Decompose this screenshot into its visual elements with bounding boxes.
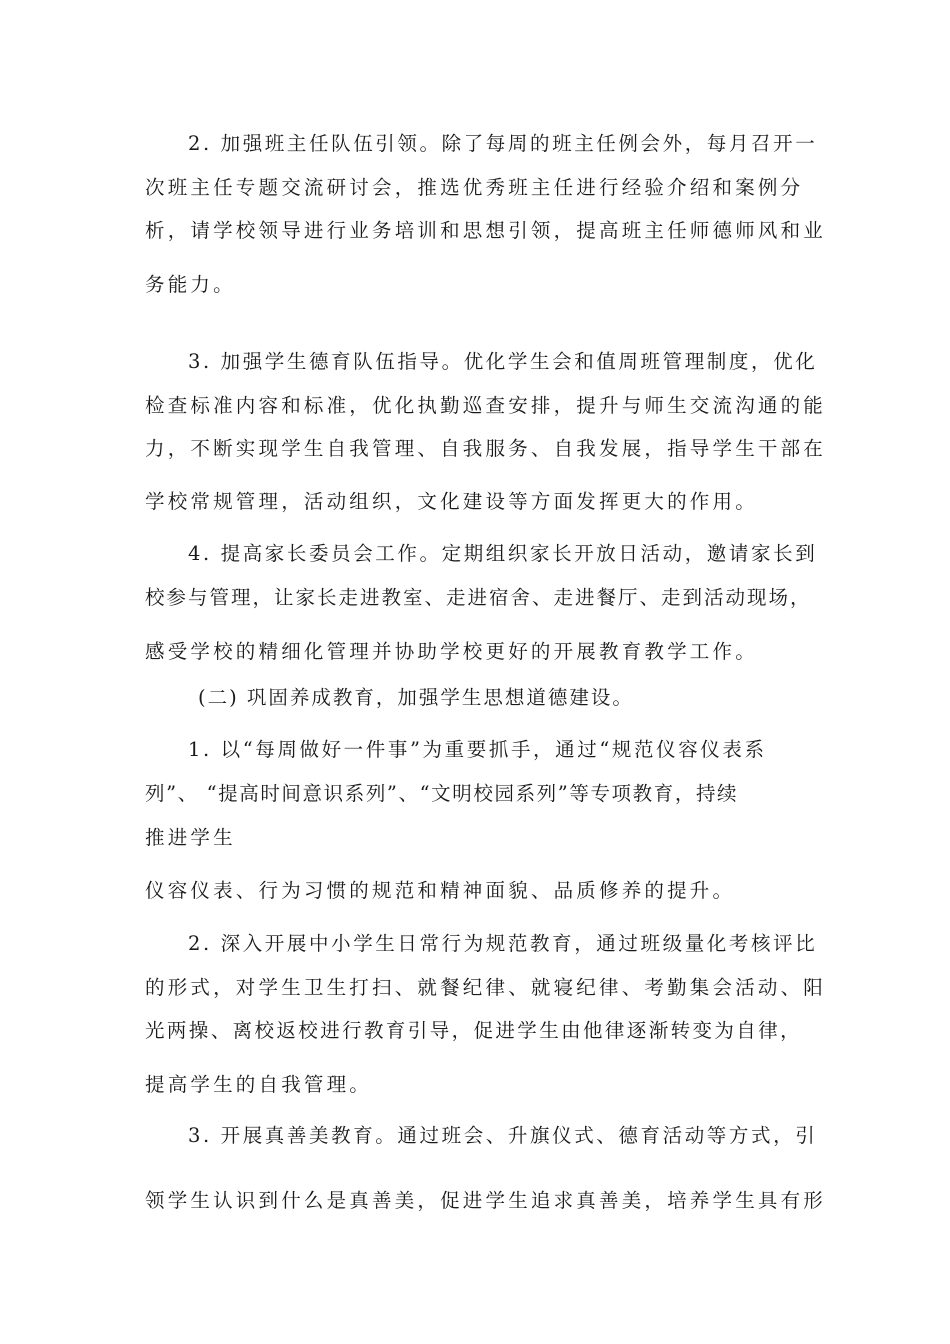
paragraph-2-line-1: 2. 加强班主任队伍引领。除了每周的班主任例会外，每月召开一 xyxy=(188,132,818,155)
item-2-line-2: 的形式，对学生卫生打扫、就餐纪律、就寝纪律、考勤集会活动、阳 xyxy=(145,976,827,999)
item-1-line-2: 列”、 “提高时间意识系列”、“文明校园系列”等专项教育，持续 xyxy=(145,782,739,805)
item-1-line-4: 仪容仪表、行为习惯的规范和精神面貌、品质修养的提升。 xyxy=(145,879,736,902)
paragraph-3-line-1: 3. 加强学生德育队伍指导。优化学生会和值周班管理制度，优化 xyxy=(188,350,818,373)
paragraph-3-line-2: 检查标准内容和标准，优化执勤巡查安排，提升与师生交流沟通的能 xyxy=(145,394,827,417)
item-3-line-2: 领学生认识到什么是真善美，促进学生追求真善美，培养学生具有形 xyxy=(145,1189,827,1212)
item-2-line-4: 提高学生的自我管理。 xyxy=(145,1073,373,1096)
item-2-line-3: 光两操、离校返校进行教育引导，促进学生由他律逐渐转变为自律， xyxy=(145,1019,803,1042)
paragraph-2-line-3: 析，请学校领导进行业务培训和思想引领，提高班主任师德师风和业 xyxy=(145,219,827,242)
item-1-line-1: 1. 以“每周做好一件事”为重要抓手，通过“规范仪容仪表系 xyxy=(188,738,767,761)
paragraph-3-line-3: 力，不断实现学生自我管理、自我服务、自我发展，指导学生干部在 xyxy=(145,437,827,460)
item-2-line-1: 2. 深入开展中小学生日常行为规范教育，通过班级量化考核评比 xyxy=(188,932,818,955)
section-heading-2: (二) 巩固养成教育，加强学生思想道德建设。 xyxy=(198,686,634,709)
paragraph-2-line-4: 务能力。 xyxy=(145,273,236,296)
paragraph-4-line-1: 4. 提高家长委员会工作。定期组织家长开放日活动，邀请家长到 xyxy=(188,542,818,565)
paragraph-3-line-4: 学校常规管理，活动组织，文化建设等方面发挥更大的作用。 xyxy=(145,490,758,513)
item-1-line-3: 推进学生 xyxy=(145,826,236,849)
paragraph-4-line-2: 校参与管理，让家长走进教室、走进宿舍、走进餐厅、走到活动现场， xyxy=(145,586,812,609)
item-3-line-1: 3. 开展真善美教育。通过班会、升旗仪式、德育活动等方式，引 xyxy=(188,1124,818,1147)
paragraph-4-line-3: 感受学校的精细化管理并协助学校更好的开展教育教学工作。 xyxy=(145,640,758,663)
paragraph-2-line-2: 次班主任专题交流研讨会，推选优秀班主任进行经验介绍和案例分 xyxy=(145,176,804,199)
